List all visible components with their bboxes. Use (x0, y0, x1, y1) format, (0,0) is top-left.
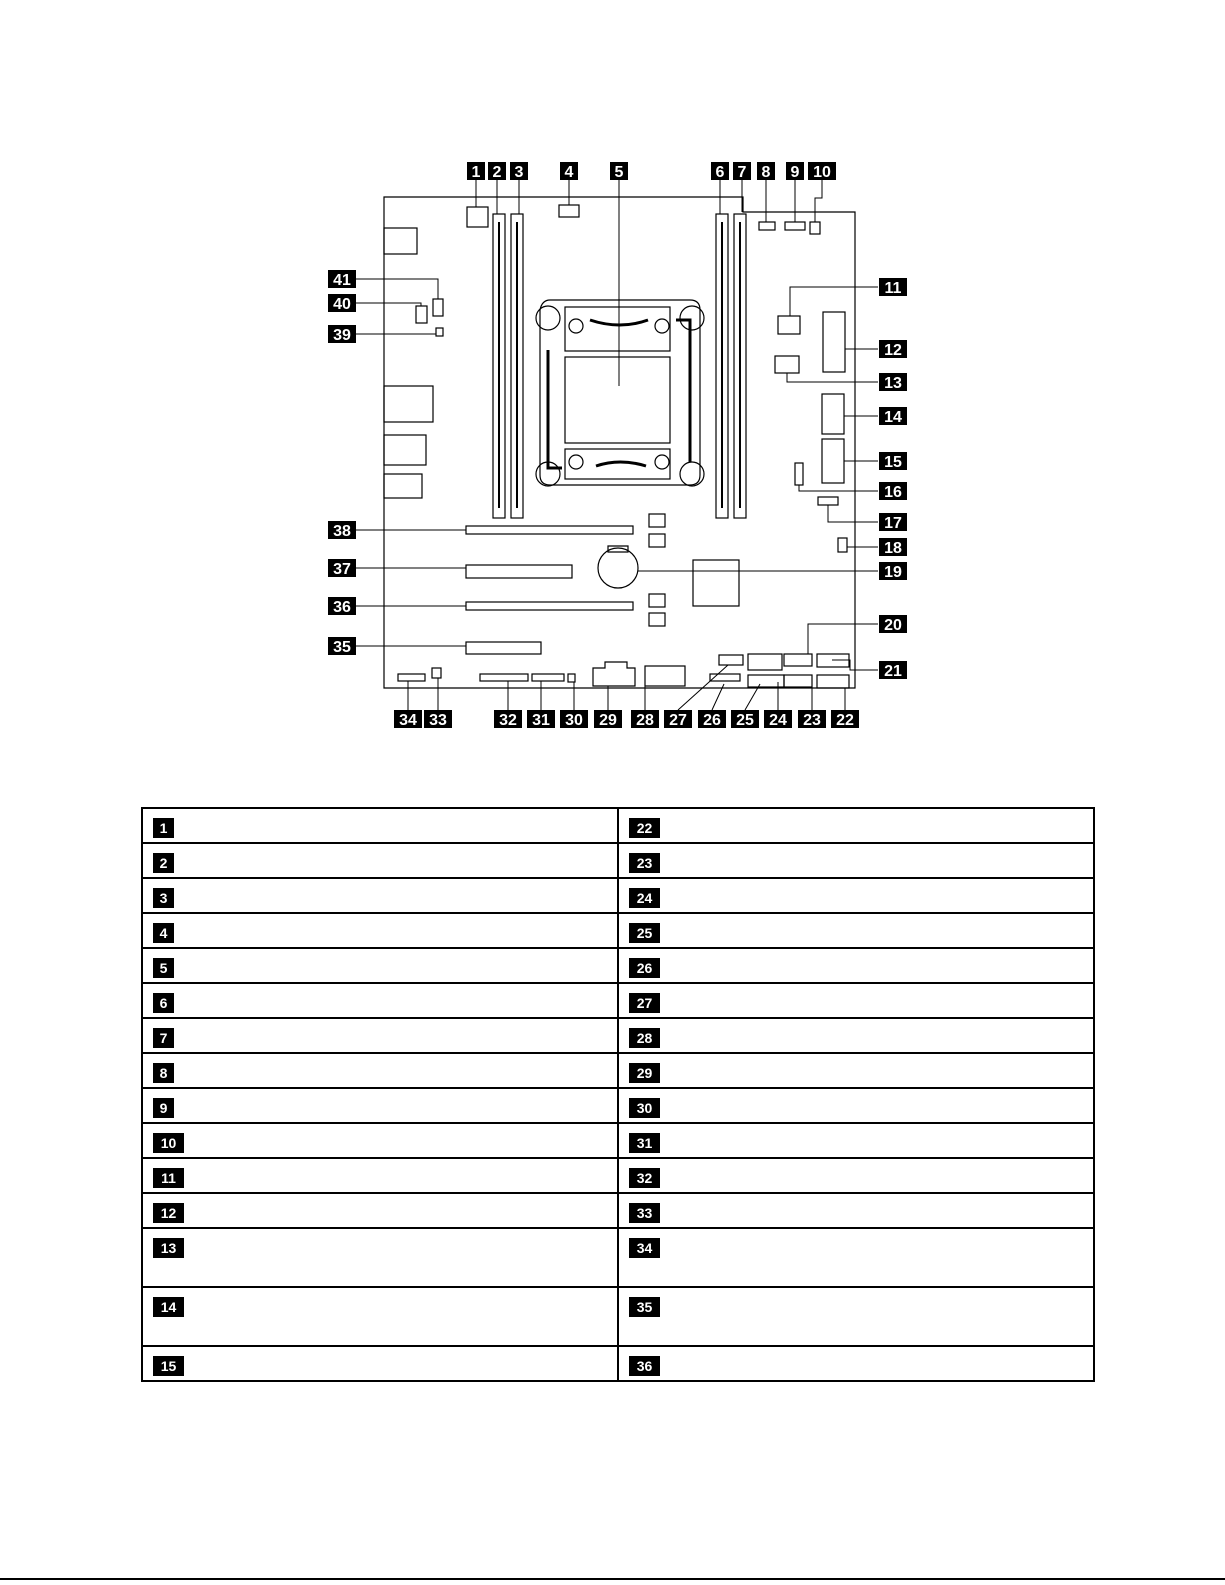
callout-label: 7 (737, 164, 747, 181)
legend-marker: 12 (153, 1203, 184, 1223)
callout-label: 41 (333, 272, 351, 289)
callout-markers (328, 162, 907, 729)
pcie-slot (466, 602, 633, 610)
callout-label: 14 (884, 409, 902, 426)
callout-34 (394, 710, 422, 729)
callout-33 (424, 710, 452, 729)
legend-cell-right (618, 1018, 1094, 1053)
callout-label: 18 (884, 540, 902, 557)
chipset (693, 560, 739, 606)
callout-label: 13 (884, 375, 902, 392)
rear-io-block (384, 386, 433, 422)
legend-row (142, 1228, 1094, 1287)
legend-cell-right (618, 983, 1094, 1018)
legend-cell-right (618, 913, 1094, 948)
legend-marker: 23 (629, 853, 660, 873)
callout-label: 15 (884, 454, 902, 471)
legend-cell-right (618, 1053, 1094, 1088)
callout-27 (664, 710, 692, 729)
callout-32 (494, 710, 522, 729)
legend-cell-left (142, 1123, 618, 1158)
legend-marker: 6 (153, 993, 174, 1013)
callout-13 (879, 373, 907, 392)
callout-label: 36 (333, 599, 351, 616)
callout-38 (328, 521, 356, 540)
legend-row (142, 878, 1094, 913)
legend-marker: 30 (629, 1098, 660, 1118)
legend-marker: 13 (153, 1238, 184, 1258)
callout-label: 19 (884, 564, 902, 581)
callout-26 (698, 710, 726, 729)
legend-cell-left (142, 1346, 618, 1381)
callout-23 (798, 710, 826, 729)
legend-marker: 4 (153, 923, 174, 943)
legend-row (142, 1346, 1094, 1381)
legend-marker: 31 (629, 1133, 660, 1153)
legend-marker: 3 (153, 888, 174, 908)
legend-marker: 2 (153, 853, 174, 873)
callout-label: 35 (333, 639, 351, 656)
legend-marker: 26 (629, 958, 660, 978)
callout-9 (786, 162, 804, 181)
legend-marker: 22 (629, 818, 660, 838)
callout-8 (757, 162, 775, 181)
legend-cell-right (618, 843, 1094, 878)
callout-label: 24 (769, 712, 787, 729)
legend-cell-left (142, 1287, 618, 1346)
legend-row (142, 843, 1094, 878)
callout-16 (879, 482, 907, 501)
callout-label: 5 (614, 164, 624, 181)
callout-36 (328, 597, 356, 616)
callout-41 (328, 270, 356, 289)
callout-label: 20 (884, 617, 902, 634)
legend-cell-right (618, 948, 1094, 983)
legend-cell-left (142, 808, 618, 843)
callout-label: 10 (813, 164, 831, 181)
legend-cell-right (618, 1158, 1094, 1193)
legend-row (142, 1088, 1094, 1123)
callout-18 (879, 538, 907, 557)
legend-cell-left (142, 1228, 618, 1287)
callout-label: 29 (599, 712, 617, 729)
callout-31 (527, 710, 555, 729)
callout-1 (467, 162, 485, 181)
callout-label: 8 (761, 164, 771, 181)
legend-cell-right (618, 1088, 1094, 1123)
legend-marker: 7 (153, 1028, 174, 1048)
legend-marker: 29 (629, 1063, 660, 1083)
callout-label: 2 (492, 164, 502, 181)
legend-cell-right (618, 878, 1094, 913)
callout-19 (879, 562, 907, 581)
legend-cell-left (142, 983, 618, 1018)
legend-cell-right (618, 808, 1094, 843)
legend-cell-right (618, 1346, 1094, 1381)
callout-label: 6 (715, 164, 725, 181)
callout-label: 23 (803, 712, 821, 729)
legend-cell-right (618, 1228, 1094, 1287)
legend-marker: 11 (153, 1168, 184, 1188)
rear-io-block (384, 228, 417, 254)
callout-24 (764, 710, 792, 729)
legend-cell-left (142, 1088, 618, 1123)
callout-label: 31 (532, 712, 550, 729)
legend-row (142, 1287, 1094, 1346)
callout-label: 16 (884, 484, 902, 501)
callout-17 (879, 513, 907, 532)
callout-30 (560, 710, 588, 729)
callout-5 (610, 162, 628, 181)
callout-label: 25 (736, 712, 754, 729)
callout-label: 38 (333, 523, 351, 540)
legend-marker: 15 (153, 1356, 184, 1376)
callout-label: 33 (429, 712, 447, 729)
pcie-slot (466, 526, 633, 534)
legend-marker: 27 (629, 993, 660, 1013)
callout-label: 1 (471, 164, 481, 181)
legend-row (142, 948, 1094, 983)
callout-label: 17 (884, 515, 902, 532)
legend-marker: 35 (629, 1297, 660, 1317)
legend-cell-right (618, 1287, 1094, 1346)
legend-cell-left (142, 948, 618, 983)
callout-39 (328, 325, 356, 344)
legend-marker: 10 (153, 1133, 184, 1153)
callout-label: 4 (564, 164, 574, 181)
legend-marker: 5 (153, 958, 174, 978)
legend-cell-right (618, 1123, 1094, 1158)
legend-row (142, 983, 1094, 1018)
callout-6 (711, 162, 729, 181)
callout-label: 37 (333, 561, 351, 578)
callout-40 (328, 294, 356, 313)
callout-28 (631, 710, 659, 729)
callout-label: 26 (703, 712, 721, 729)
pcie-slot (466, 565, 572, 578)
legend-row (142, 913, 1094, 948)
legend-marker: 25 (629, 923, 660, 943)
legend-marker: 33 (629, 1203, 660, 1223)
callout-25 (731, 710, 759, 729)
callout-label: 11 (884, 280, 902, 297)
callout-3 (510, 162, 528, 181)
callout-20 (879, 615, 907, 634)
callout-label: 27 (669, 712, 687, 729)
battery (598, 548, 638, 588)
legend-row (142, 1158, 1094, 1193)
legend-row (142, 1053, 1094, 1088)
callout-label: 3 (514, 164, 524, 181)
callout-4 (560, 162, 578, 181)
callout-35 (328, 637, 356, 656)
legend-marker: 14 (153, 1297, 184, 1317)
legend-cell-right (618, 1193, 1094, 1228)
cpu-retention-frame (540, 300, 700, 485)
callout-label: 39 (333, 327, 351, 344)
callout-15 (879, 452, 907, 471)
legend-marker: 32 (629, 1168, 660, 1188)
callout-label: 9 (790, 164, 800, 181)
cpu-socket (565, 357, 670, 443)
legend-row (142, 808, 1094, 843)
callout-21 (879, 661, 907, 680)
callout-label: 32 (499, 712, 517, 729)
callout-label: 12 (884, 342, 902, 359)
legend-cell-left (142, 1018, 618, 1053)
pcie-slot (466, 642, 541, 654)
legend-marker: 8 (153, 1063, 174, 1083)
callout-29 (594, 710, 622, 729)
legend-marker: 36 (629, 1356, 660, 1376)
callout-7 (733, 162, 751, 181)
legend-cell-left (142, 913, 618, 948)
callout-11 (879, 278, 907, 297)
callout-label: 30 (565, 712, 583, 729)
callout-label: 28 (636, 712, 654, 729)
legend-cell-left (142, 843, 618, 878)
callout-2 (488, 162, 506, 181)
page-bottom-rule (0, 1578, 1225, 1580)
legend-marker: 28 (629, 1028, 660, 1048)
rear-io-block (384, 435, 426, 465)
callout-37 (328, 559, 356, 578)
legend-table (141, 807, 1095, 1382)
legend-cell-left (142, 1053, 618, 1088)
legend-row (142, 1123, 1094, 1158)
callout-label: 34 (399, 712, 417, 729)
motherboard-diagram (0, 0, 1225, 790)
callout-22 (831, 710, 859, 729)
callout-label: 22 (836, 712, 854, 729)
callout-14 (879, 407, 907, 426)
rear-io-block (384, 474, 422, 498)
legend-marker: 9 (153, 1098, 174, 1118)
legend-cell-left (142, 1158, 618, 1193)
callout-label: 21 (884, 663, 902, 680)
callout-10 (808, 162, 836, 181)
legend-cell-left (142, 878, 618, 913)
legend-row (142, 1193, 1094, 1228)
legend-marker: 1 (153, 818, 174, 838)
callout-12 (879, 340, 907, 359)
legend-marker: 34 (629, 1238, 660, 1258)
callout-label: 40 (333, 296, 351, 313)
legend-cell-left (142, 1193, 618, 1228)
legend-row (142, 1018, 1094, 1053)
legend-marker: 24 (629, 888, 660, 908)
